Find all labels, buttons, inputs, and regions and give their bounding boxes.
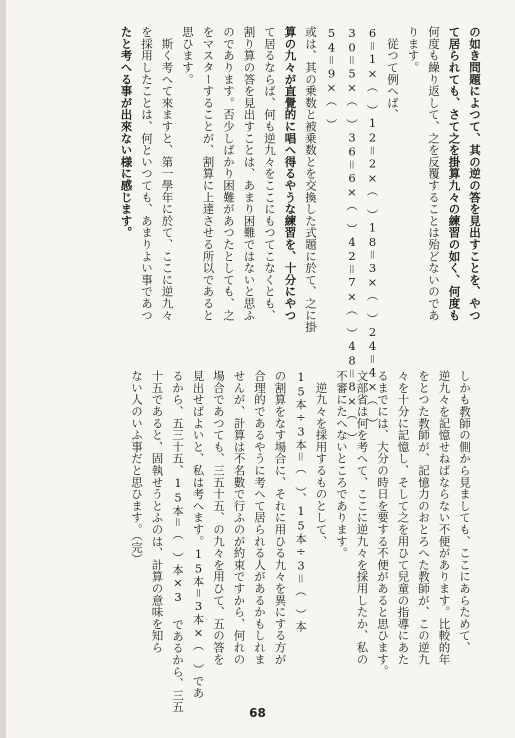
lower-column: 場合であつても、三五十五、の九々を用ひて、五の答を bbox=[212, 370, 226, 665]
upper-column: 何度も繰り返して、之を反覆することは殆どないのであ bbox=[427, 26, 441, 321]
upper-column: 30＝5×（ ）36＝6×（ ）42＝7×（ ）48＝8×（ ） bbox=[345, 26, 359, 444]
upper-column: 或は、其の乗数と被乗数とを交換した式題に於て、之に掛 bbox=[304, 26, 318, 333]
lower-column: 見出せばよいと、私は考へます。15本＝3本×（ ）であ bbox=[191, 370, 206, 699]
upper-column: て居られても、さて之を掛算九々の練習の如く、何度も bbox=[447, 26, 462, 321]
upper-text-block bbox=[116, 26, 485, 444]
upper-column: のであります。否少しばかり困難があつたとしても、之 bbox=[222, 26, 236, 321]
page-edge-shadow bbox=[0, 0, 6, 738]
upper-column: 算の九々が直覺的に唱へ得るやうな練習を、十分にやつ bbox=[283, 26, 298, 321]
lower-column: 合理的であるやうに考へて居られる人があるかもしれま bbox=[253, 370, 267, 665]
upper-column: 思ひます。 bbox=[181, 26, 195, 85]
lower-column: 逆九々を記憶せねばならない不便があります。比較的年 bbox=[437, 370, 452, 665]
upper-column: ります。 bbox=[406, 26, 421, 74]
lower-column: ない人のいふ事だと思ひます。（完） bbox=[130, 370, 144, 565]
lower-column: 十五であると、固執せうとふのは、計算の意味を知ら bbox=[150, 370, 165, 654]
lower-column: 不審にたへないところであります。 bbox=[335, 370, 349, 559]
upper-column: たと考へる事が出來ない様に感じます。 bbox=[119, 26, 134, 239]
upper-column: 割り算の答を見出すことは、あまり困難ではないと思ふ bbox=[242, 26, 257, 321]
lower-column: せんが、計算は不名數で行ふのが約束ですから、何れの bbox=[232, 370, 247, 665]
lower-column: しかも教師の側から見ましても、ここにあらためて、 bbox=[458, 370, 472, 654]
upper-column: をマスターすることが、割算に上達させる所以であると bbox=[201, 26, 216, 321]
lower-column: の割算をなす場合に、それに用ひる九々を異にする方が bbox=[273, 370, 288, 665]
upper-column: 54＝9×（ ） bbox=[324, 26, 339, 131]
page-number: 68 bbox=[249, 706, 266, 720]
lower-column: 文部省は何を考へて、ここに逆九々を採用したか、私の bbox=[355, 370, 370, 665]
upper-column: 従つて例へば、 bbox=[386, 26, 400, 121]
upper-column: の如き問題によつて、其の逆の答を見出すことを、やつ bbox=[468, 26, 482, 321]
lower-column: をとつた教師が、記憶力のおとろへた教師が、この逆九 bbox=[417, 370, 431, 665]
upper-column: 斯く考へて來ますと、第一學年に於て、ここに逆九々 bbox=[160, 26, 175, 321]
upper-column: 6＝1×（ ）12＝2×（ ）18＝3×（ ）24＝4×（ ） bbox=[365, 26, 380, 430]
lower-column: 逆九々を採用するものとして、 bbox=[314, 370, 329, 547]
upper-column: を採用したことは、何といつても、あまりよい事であつ bbox=[140, 26, 154, 321]
lower-column: るまでには、大分の時日を要する不便があると思ひます。 bbox=[376, 370, 390, 677]
lower-column: 15本÷3本＝（ ）、15本÷3＝（ ）本 bbox=[294, 370, 308, 633]
lower-column: 々を十分に記憶し、そして之を用ひて兒童の指導にあた bbox=[396, 370, 411, 665]
upper-column: て居るならば、何も逆九々をここにもつてこなくとも、 bbox=[263, 26, 277, 321]
lower-column: るから、五三十五、15本＝（ ）本×3 であるから、三五 bbox=[171, 370, 185, 713]
